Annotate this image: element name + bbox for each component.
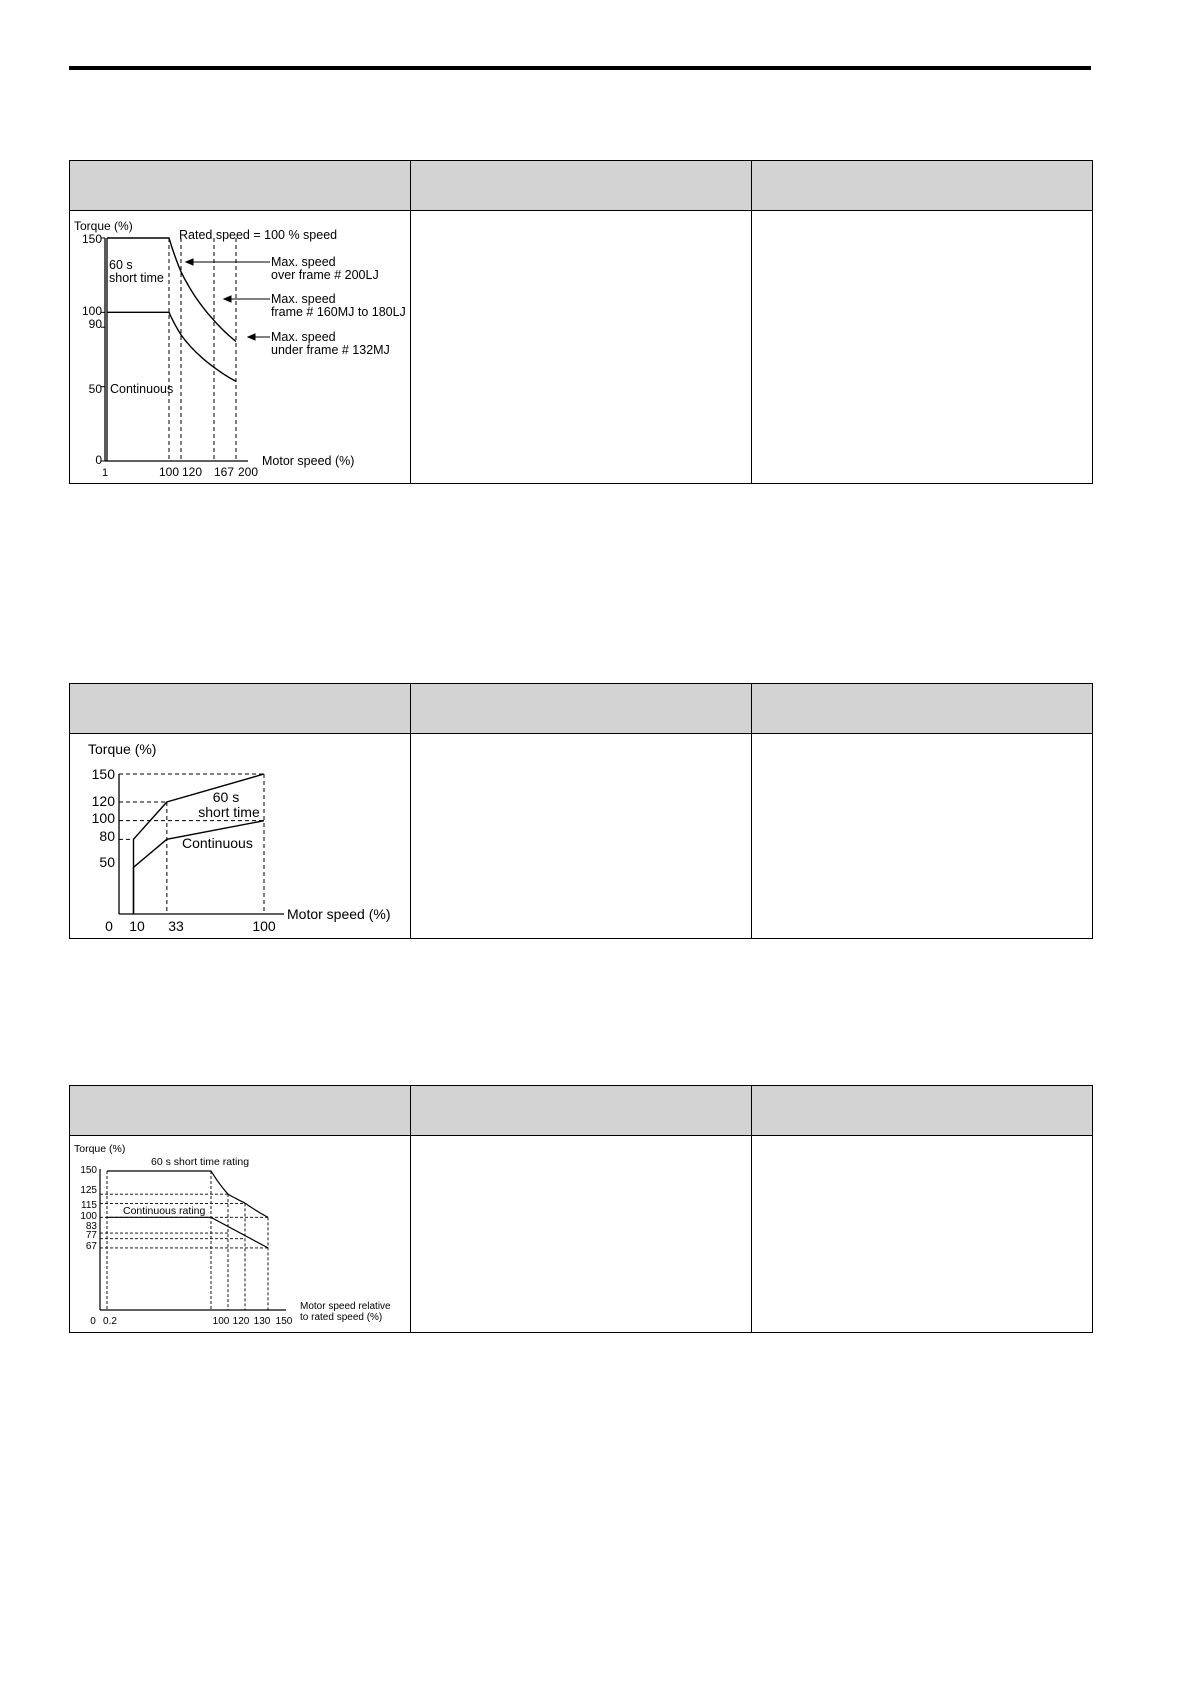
y-tick-label: 115 [81,1200,97,1211]
chart-cell [70,211,411,484]
x-tick-label: 0.2 [103,1316,117,1327]
x-tick-label: 0 [90,1316,96,1327]
short-time-label: 60 s [212,789,240,805]
table-row [70,734,1093,939]
x-tick-label: 33 [168,918,184,934]
y-axis-label: Torque (%) [88,741,157,757]
header-cell [411,684,752,734]
empty-cell [411,1136,752,1333]
empty-cell [411,734,752,939]
spec-table-2 [69,683,1093,939]
annotation-arrows [186,259,270,340]
chart-cell [70,734,411,939]
empty-cell [411,211,752,484]
max-speed-label: Max. speed [271,292,336,306]
guide-lines [100,1171,268,1310]
short-time-label: short time [109,271,164,285]
max-speed-label: Max. speed [271,255,336,269]
x-tick-label: 120 [232,1316,250,1327]
empty-cell [752,734,1093,939]
table-row [70,211,1093,484]
chart-2 [70,734,410,938]
x-tick-label: 10 [129,918,145,934]
max-speed-label: under frame # 132MJ [271,343,390,357]
y-tick-label: 125 [80,1185,97,1196]
y-tick-label: 150 [91,766,115,782]
x-tick-label: 130 [253,1316,271,1327]
x-tick-label: 100 [212,1316,230,1327]
y-tick-label: 150 [80,1165,97,1176]
x-tick-label: 100 [252,918,276,934]
table-header-row [70,1086,1093,1136]
header-cell [752,1086,1093,1136]
y-tick-label: 50 [99,854,115,870]
table-header-row [70,684,1093,734]
table-header-row [70,161,1093,211]
continuous-label: Continuous rating [123,1205,206,1217]
x-tick-label: 200 [237,465,259,479]
header-cell [752,161,1093,211]
short-time-label: short time [198,804,260,820]
series-line [107,238,236,342]
x-tick-label: 0 [105,918,113,934]
spec-table-3 [69,1085,1093,1333]
x-tick-label: 1 [101,467,109,479]
chart-1 [70,211,410,483]
header-cell [70,1086,411,1136]
max-speed-label: frame # 160MJ to 180LJ [271,305,406,319]
guide-lines [169,238,236,461]
x-tick-label: 150 [275,1316,293,1327]
y-tick-label: 67 [85,1241,97,1252]
empty-cell [752,211,1093,484]
continuous-label: Continuous [110,382,174,396]
y-tick-label: 120 [91,793,115,809]
x-axis-label: Motor speed relative [300,1301,391,1312]
y-tick-label: 0 [95,453,102,467]
rated-speed-label: Rated speed = 100 % speed [179,228,338,242]
y-tick-label: 100 [80,1211,97,1222]
y-tick-label: 80 [99,828,115,844]
table-row [70,1136,1093,1333]
header-cell [70,161,411,211]
empty-cell [752,1136,1093,1333]
x-tick-label: 120 [181,465,203,479]
x-axis-label: Motor speed (%) [287,906,391,922]
max-speed-label: Max. speed [271,330,336,344]
header-cell [70,684,411,734]
y-tick-label: 150 [81,232,102,246]
y-axis-label: Torque (%) [74,219,133,233]
continuous-label: Continuous [182,835,253,851]
chart-3 [70,1136,410,1332]
arrow-head [248,334,255,340]
arrow-head [224,296,231,302]
y-tick-label: 83 [85,1221,97,1232]
header-cell [411,161,752,211]
x-axis-label: to rated speed (%) [300,1312,383,1323]
header-cell [411,1086,752,1136]
spec-table-1 [69,160,1093,484]
series-line [107,1217,268,1248]
x-tick-label: 100 [158,465,180,479]
arrow-head [186,259,193,265]
y-tick-label: 90 [88,317,102,331]
y-tick-label: 100 [81,304,102,318]
x-axis-label: Motor speed (%) [262,454,355,468]
header-cell [752,684,1093,734]
y-tick-label: 50 [88,382,102,396]
y-axis-label: Torque (%) [74,1143,126,1155]
x-tick-label: 167 [213,465,235,479]
short-time-label: 60 s short time rating [151,1156,250,1168]
top-rule [69,66,1091,70]
y-tick-label: 100 [91,810,115,826]
max-speed-label: over frame # 200LJ [271,268,379,282]
y-tick-label: 77 [85,1230,97,1241]
chart-cell [70,1136,411,1333]
short-time-label: 60 s [109,258,133,272]
